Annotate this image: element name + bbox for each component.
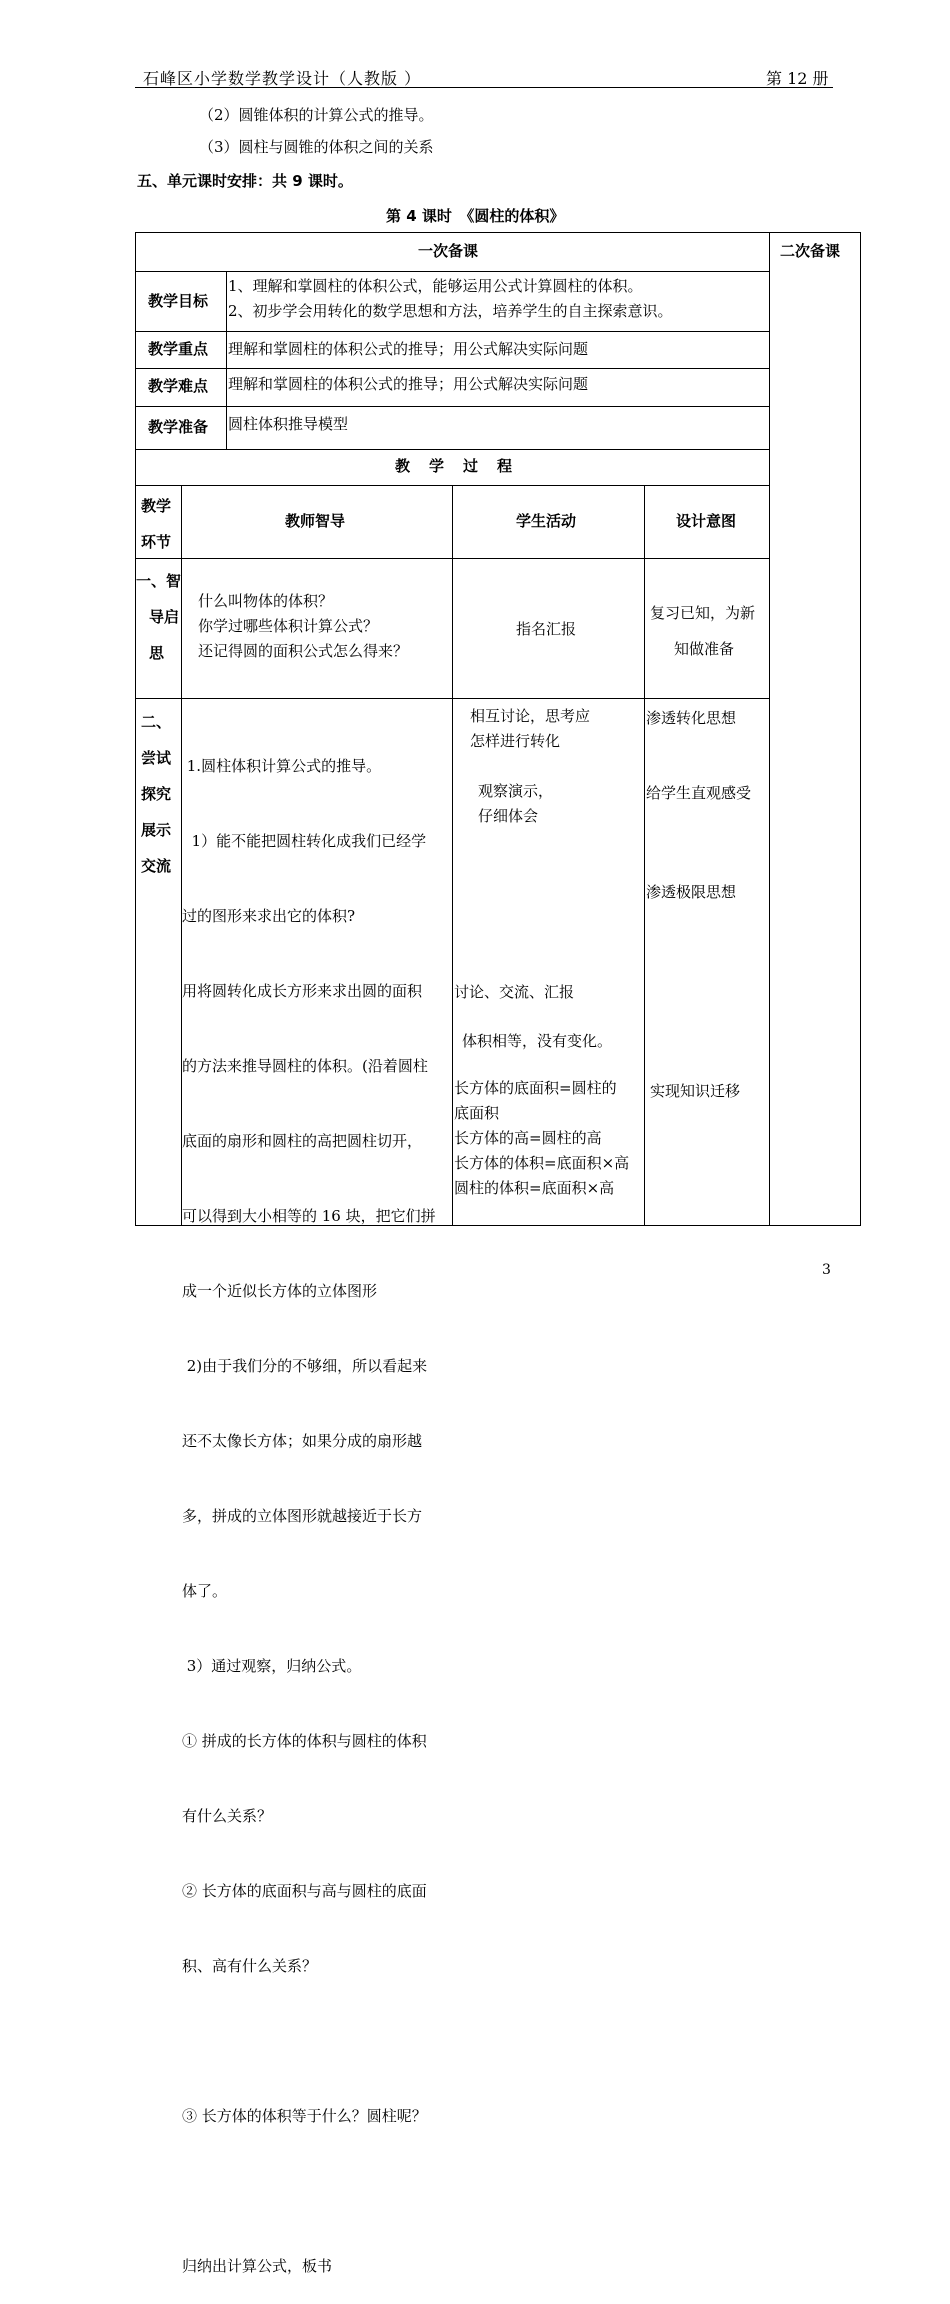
header-volume: 第 12 册 (766, 69, 829, 88)
stage2-student-5: 长方体的底面积=圆柱的 底面积 长方体的高=圆柱的高 长方体的体积=底面积×高 圆柱的体积=底面积×高 (454, 1079, 630, 1197)
goal-item: 2、初步学会用转化的数学思想和方法，培养学生的自主探索意识。 (228, 302, 673, 320)
stage2-intent-2: 给学生直观感受 (646, 784, 752, 802)
stage2-label: 二、 尝试 探究 展示 交流 (141, 713, 172, 875)
goals-label: 教学目标 (148, 292, 209, 310)
key-text: 理解和掌圆柱的体积公式的推导；用公式解决实际问题 (228, 340, 589, 358)
stage1-label: 一、智 导启 思 (136, 572, 182, 662)
first-prep-header: 一次备课 (418, 242, 479, 260)
process-title: 教 学 过 程 (395, 457, 515, 475)
stage2-student-3: 讨论、交流、汇报 (454, 983, 575, 1001)
stage1-intent: 复习已知，为新 知做准备 (650, 604, 756, 658)
intro-line-2: （3）圆柱与圆锥的体积之间的关系 (199, 138, 434, 156)
goal-item: 1、理解和掌圆柱的体积公式，能够运用公式计算圆柱的体积。 (228, 277, 643, 295)
col-teacher-header: 教师智导 (285, 512, 346, 530)
stage1-teacher: 什么叫物体的体积？ 你学过哪些体积计算公式？ 还记得圆的面积公式怎么得来？ (198, 592, 409, 660)
stage1-student: 指名汇报 (516, 620, 577, 638)
stage2-student-1: 相互讨论，思考应 怎样进行转化 (470, 707, 591, 750)
stage2-student-4: 体积相等，没有变化。 (462, 1032, 613, 1050)
lesson-title: 第 4 课时 《圆柱的体积》 (386, 207, 565, 225)
goals-text (228, 274, 673, 324)
section-5-heading: 五、单元课时安排：共 9 课时。 (137, 172, 353, 190)
key-label: 教学重点 (148, 340, 209, 358)
difficult-label: 教学难点 (148, 377, 209, 395)
intro-line-1: （2）圆锥体积的计算公式的推导。 (199, 106, 434, 124)
header-rule (135, 87, 833, 88)
header-title: 石峰区小学数学教学设计（人教版 ） (143, 69, 422, 88)
page-number: 3 (822, 1262, 831, 1278)
col-intent-header: 设计意图 (676, 512, 737, 530)
col-student-header: 学生活动 (516, 512, 577, 530)
second-prep-header: 二次备课 (780, 242, 841, 260)
stage2-intent-4: 实现知识迁移 (650, 1082, 741, 1100)
stage2-intent-3: 渗透极限思想 (646, 883, 737, 901)
prep-text: 圆柱体积推导模型 (228, 415, 349, 433)
prep-label: 教学准备 (148, 418, 209, 436)
difficult-text: 理解和掌圆柱的体积公式的推导；用公式解决实际问题 (228, 375, 589, 393)
stage2-student-2: 观察演示， 仔细体会 (478, 782, 554, 825)
col-stage-header: 教学 环节 (141, 497, 172, 551)
stage2-teacher: 1.圆柱体积计算公式的推导。 1）能不能把圆柱转化成我们已经学 过的图形来求出它的体积? 用将圆转化成长方形来求出圆的面积 的方法来推导圆柱的体积。(沿着圆柱 底面的扇形和圆柱的高把圆柱切开， 可以得到大小相等的 16 块，把它们拼 成一个近似长方体的立体图形 2)由于我们分的不够细，所以看起来 还不太像长方体；如果分成的扇形越 多，拼成的立体图形就越接近于长方 体了。 3）通过观察，归纳公式。 ① 拼成的长方体的体积与圆柱的体积 有什么关系？ ② 长方体的底面积与高与圆柱的底面 积、高有什么关系？ ③ 长方体的体积等于什么？圆柱呢？ 归纳出计算公式，板书 (182, 757, 436, 2275)
stage2-intent-1: 渗透转化思想 (646, 709, 737, 727)
